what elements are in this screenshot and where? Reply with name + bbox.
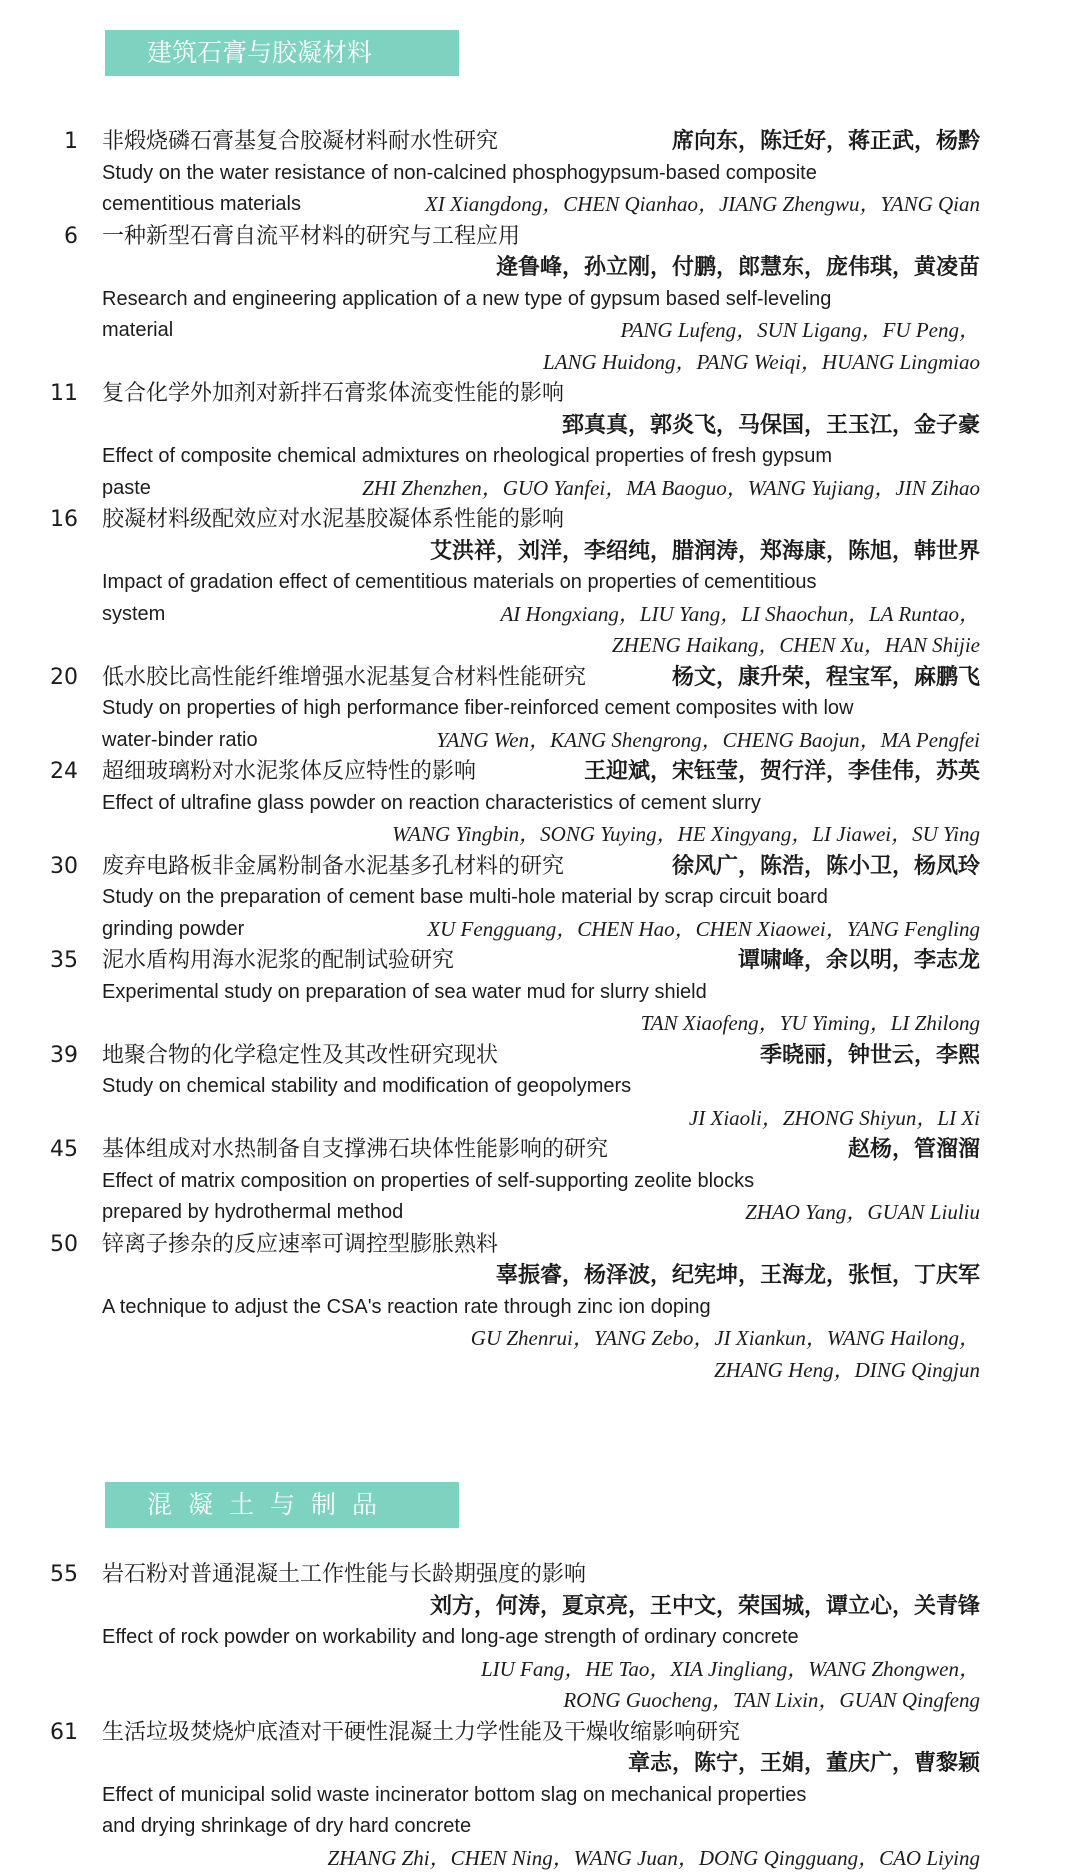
zh-title: 泥水盾构用海水泥浆的配制试验研究 xyxy=(102,945,454,977)
text-line xyxy=(0,536,1080,568)
page-number: 39 xyxy=(50,1040,78,1072)
zh-authors: 季晓丽，钟世云，李熙 xyxy=(760,1040,980,1072)
en-title-line: Research and engineering application of a new type of gypsum based self-leveling xyxy=(102,284,831,316)
zh-title: 胶凝材料级配效应对水泥基胶凝体系性能的影响 xyxy=(102,504,564,536)
en-authors-line: RONG Guocheng，TAN Lixin，GUAN Qingfeng xyxy=(563,1685,980,1717)
zh-title: 复合化学外加剂对新拌石膏浆体流变性能的影响 xyxy=(102,378,564,410)
zh-title: 低水胶比高性能纤维增强水泥基复合材料性能研究 xyxy=(102,662,586,694)
zh-authors: 徐风广，陈浩，陈小卫，杨凤玲 xyxy=(672,851,980,883)
zh-authors: 章志，陈宁，王娟，董庆广，曹黎颖 xyxy=(628,1748,980,1780)
text-line xyxy=(0,1323,1080,1355)
text-line xyxy=(0,1040,1080,1072)
text-line xyxy=(0,158,1080,190)
text-line xyxy=(0,504,1080,536)
en-title-line: cementitious materials xyxy=(102,189,301,221)
zh-authors: 郅真真，郭炎飞，马保国，王玉江，金子豪 xyxy=(562,410,980,442)
text-line xyxy=(0,945,1080,977)
toc-entry[interactable] xyxy=(0,945,1080,1040)
text-line xyxy=(0,284,1080,316)
zh-title: 岩石粉对普通混凝土工作性能与长龄期强度的影响 xyxy=(102,1559,586,1591)
toc-entry[interactable] xyxy=(0,504,1080,662)
zh-title: 非煅烧磷石膏基复合胶凝材料耐水性研究 xyxy=(102,126,498,158)
zh-authors: 辜振睿，杨泽波，纪宪坤，王海龙，张恒，丁庆军 xyxy=(496,1260,980,1292)
page-number: 61 xyxy=(50,1717,78,1749)
toc-entry[interactable] xyxy=(0,1559,1080,1717)
text-line xyxy=(0,567,1080,599)
zh-title: 基体组成对水热制备自支撑沸石块体性能影响的研究 xyxy=(102,1134,608,1166)
toc-entry[interactable] xyxy=(0,1717,1080,1874)
page-number: 45 xyxy=(50,1134,78,1166)
text-line xyxy=(0,851,1080,883)
section-header: 建筑石膏与胶凝材料 xyxy=(105,30,459,76)
toc-entry[interactable] xyxy=(0,1134,1080,1229)
text-line xyxy=(0,1591,1080,1623)
en-authors-line: AI Hongxiang，LIU Yang，LI Shaochun，LA Runtao， xyxy=(500,599,980,631)
en-authors-line: LANG Huidong，PANG Weiqi，HUANG Lingmiao xyxy=(543,347,980,379)
text-line xyxy=(0,126,1080,158)
text-line xyxy=(0,1685,1080,1717)
zh-title: 锌离子掺杂的反应速率可调控型膨胀熟料 xyxy=(102,1229,498,1261)
text-line xyxy=(0,1654,1080,1686)
toc-entry[interactable] xyxy=(0,756,1080,851)
text-line xyxy=(0,630,1080,662)
en-title-line: Effect of rock powder on workability and long-age strength of ordinary concrete xyxy=(102,1622,799,1654)
text-line xyxy=(0,315,1080,347)
section-entries xyxy=(0,1559,1080,1874)
text-line xyxy=(0,1166,1080,1198)
en-title-line: and drying shrinkage of dry hard concrete xyxy=(102,1811,471,1843)
text-line xyxy=(0,1229,1080,1261)
page-number: 35 xyxy=(50,945,78,977)
zh-authors: 刘方，何涛，夏京亮，王中文，荣国城，谭立心，关青锋 xyxy=(430,1591,980,1623)
zh-title: 超细玻璃粉对水泥浆体反应特性的影响 xyxy=(102,756,476,788)
en-title-line: Effect of municipal solid waste incinerator bottom slag on mechanical properties xyxy=(102,1780,806,1812)
text-line xyxy=(0,347,1080,379)
text-line xyxy=(0,977,1080,1009)
en-authors-line: JI Xiaoli，ZHONG Shiyun，LI Xi xyxy=(689,1103,980,1135)
en-title-line: grinding powder xyxy=(102,914,244,946)
page-number: 30 xyxy=(50,851,78,883)
text-line xyxy=(0,1260,1080,1292)
zh-authors: 艾洪祥，刘洋，李绍纯，腊润涛，郑海康，陈旭，韩世界 xyxy=(430,536,980,568)
en-authors-line: WANG Yingbin，SONG Yuying，HE Xingyang，LI Jiawei，SU Ying xyxy=(392,819,980,851)
section-entries xyxy=(0,126,1080,1386)
en-title-line: system xyxy=(102,599,165,631)
toc-entry[interactable] xyxy=(0,1040,1080,1135)
text-line xyxy=(0,1134,1080,1166)
en-title-line: paste xyxy=(102,473,151,505)
text-line xyxy=(0,819,1080,851)
zh-title: 废弃电路板非金属粉制备水泥基多孔材料的研究 xyxy=(102,851,564,883)
text-line xyxy=(0,1008,1080,1040)
zh-title: 地聚合物的化学稳定性及其改性研究现状 xyxy=(102,1040,498,1072)
text-line xyxy=(0,252,1080,284)
en-authors-line: ZHAO Yang，GUAN Liuliu xyxy=(745,1197,980,1229)
en-authors-line: PANG Lufeng，SUN Ligang，FU Peng， xyxy=(620,315,980,347)
text-line xyxy=(0,1292,1080,1324)
zh-authors: 逄鲁峰，孙立刚，付鹏，郎慧东，庞伟琪，黄凌苗 xyxy=(496,252,980,284)
text-line xyxy=(0,473,1080,505)
en-authors-line: TAN Xiaofeng，YU Yiming，LI Zhilong xyxy=(641,1008,980,1040)
text-line xyxy=(0,1748,1080,1780)
text-line xyxy=(0,662,1080,694)
page-number: 16 xyxy=(50,504,78,536)
text-line xyxy=(0,1622,1080,1654)
toc-entry[interactable] xyxy=(0,1229,1080,1387)
en-title-line: Study on the water resistance of non-calcined phosphogypsum-based composite xyxy=(102,158,817,190)
en-title-line: Impact of gradation effect of cementitious materials on properties of cementitious xyxy=(102,567,816,599)
en-title-line: Experimental study on preparation of sea water mud for slurry shield xyxy=(102,977,707,1009)
page-number: 6 xyxy=(64,221,78,253)
en-authors-line: ZHANG Zhi，CHEN Ning，WANG Juan，DONG Qingguang，CAO Liying xyxy=(328,1843,980,1874)
en-title-line: Effect of composite chemical admixtures on rheological properties of fresh gypsum xyxy=(102,441,832,473)
page-number: 24 xyxy=(50,756,78,788)
en-authors-line: XU Fengguang，CHEN Hao，CHEN Xiaowei，YANG Fengling xyxy=(427,914,980,946)
text-line xyxy=(0,1103,1080,1135)
text-line xyxy=(0,725,1080,757)
en-authors-line: YANG Wen，KANG Shengrong，CHENG Baojun，MA Pengfei xyxy=(436,725,980,757)
page-number: 20 xyxy=(50,662,78,694)
text-line xyxy=(0,1071,1080,1103)
text-line xyxy=(0,189,1080,221)
section-header: 混凝土与制品 xyxy=(105,1482,459,1528)
zh-authors: 杨文，康升荣，程宝军，麻鹏飞 xyxy=(672,662,980,694)
text-line xyxy=(0,882,1080,914)
page-number: 11 xyxy=(50,378,78,410)
text-line xyxy=(0,1197,1080,1229)
zh-authors: 谭啸峰，余以明，李志龙 xyxy=(738,945,980,977)
zh-authors: 王迎斌，宋钰莹，贺行洋，李佳伟，苏英 xyxy=(584,756,980,788)
text-line xyxy=(0,914,1080,946)
en-title-line: material xyxy=(102,315,173,347)
text-line xyxy=(0,221,1080,253)
text-line xyxy=(0,378,1080,410)
en-title-line: water-binder ratio xyxy=(102,725,258,757)
en-title-line: A technique to adjust the CSA's reaction rate through zinc ion doping xyxy=(102,1292,711,1324)
text-line xyxy=(0,1811,1080,1843)
en-title-line: Study on properties of high performance fiber-reinforced cement composites with low xyxy=(102,693,853,725)
page-number: 55 xyxy=(50,1559,78,1591)
en-authors-line: ZHENG Haikang，CHEN Xu，HAN Shijie xyxy=(612,630,980,662)
toc-entry[interactable] xyxy=(0,378,1080,504)
page-number: 50 xyxy=(50,1229,78,1261)
zh-authors: 赵杨，管溜溜 xyxy=(848,1134,980,1166)
text-line xyxy=(0,599,1080,631)
text-line xyxy=(0,788,1080,820)
text-line xyxy=(0,756,1080,788)
zh-title: 一种新型石膏自流平材料的研究与工程应用 xyxy=(102,221,520,253)
toc-entry[interactable] xyxy=(0,221,1080,379)
text-line xyxy=(0,693,1080,725)
en-authors-line: XI Xiangdong，CHEN Qianhao，JIANG Zhengwu，YANG Qian xyxy=(425,189,980,221)
en-title-line: Effect of matrix composition on properties of self-supporting zeolite blocks xyxy=(102,1166,754,1198)
en-title-line: Effect of ultrafine glass powder on reaction characteristics of cement slurry xyxy=(102,788,761,820)
text-line xyxy=(0,1355,1080,1387)
zh-title: 生活垃圾焚烧炉底渣对干硬性混凝土力学性能及干燥收缩影响研究 xyxy=(102,1717,740,1749)
en-authors-line: ZHANG Heng，DING Qingjun xyxy=(714,1355,980,1387)
en-authors-line: LIU Fang，HE Tao，XIA Jingliang，WANG Zhongwen， xyxy=(481,1654,980,1686)
en-authors-line: ZHI Zhenzhen，GUO Yanfei，MA Baoguo，WANG Yujiang，JIN Zihao xyxy=(362,473,980,505)
toc-entry[interactable] xyxy=(0,126,1080,221)
text-line xyxy=(0,1843,1080,1874)
page-number: 1 xyxy=(64,126,78,158)
en-title-line: Study on chemical stability and modification of geopolymers xyxy=(102,1071,631,1103)
text-line xyxy=(0,1559,1080,1591)
toc-entry[interactable] xyxy=(0,662,1080,757)
en-title-line: prepared by hydrothermal method xyxy=(102,1197,403,1229)
en-title-line: Study on the preparation of cement base multi-hole material by scrap circuit board xyxy=(102,882,828,914)
text-line xyxy=(0,1780,1080,1812)
toc-entry[interactable] xyxy=(0,851,1080,946)
text-line xyxy=(0,410,1080,442)
text-line xyxy=(0,441,1080,473)
text-line xyxy=(0,1717,1080,1749)
en-authors-line: GU Zhenrui，YANG Zebo，JI Xiankun，WANG Hailong， xyxy=(471,1323,980,1355)
zh-authors: 席向东，陈迁好，蒋正武，杨黔 xyxy=(672,126,980,158)
